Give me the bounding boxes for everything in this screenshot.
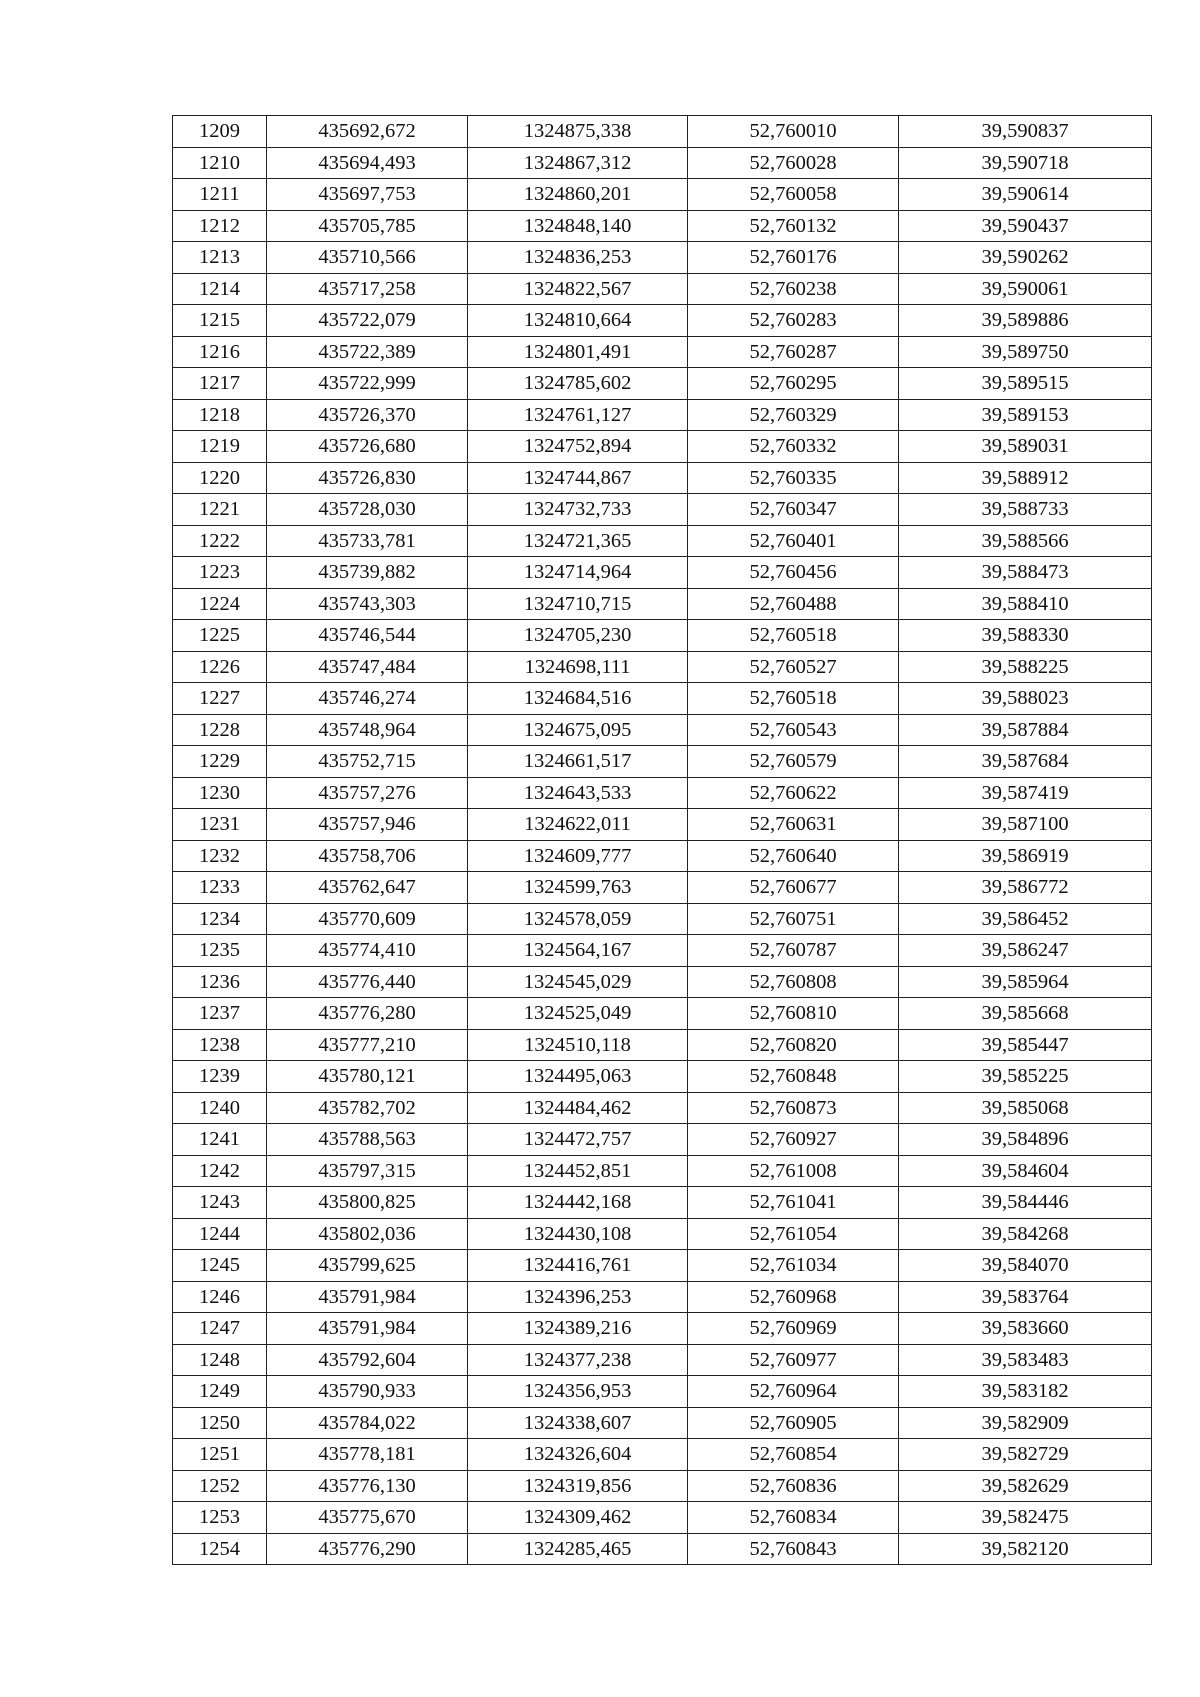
- y-coordinate-cell: 1324752,894: [468, 431, 688, 463]
- latitude-cell: 52,760329: [688, 399, 899, 431]
- point-number-cell: 1223: [173, 557, 267, 589]
- point-number-cell: 1251: [173, 1439, 267, 1471]
- point-number-cell: 1220: [173, 462, 267, 494]
- table-row: [173, 557, 1152, 589]
- longitude-cell: 39,584268: [899, 1218, 1152, 1250]
- x-coordinate-cell: 435726,830: [267, 462, 468, 494]
- y-coordinate-cell: 1324675,095: [468, 714, 688, 746]
- longitude-cell: 39,589031: [899, 431, 1152, 463]
- table-row: [173, 1313, 1152, 1345]
- x-coordinate-cell: 435800,825: [267, 1187, 468, 1219]
- table-row: [173, 746, 1152, 778]
- longitude-cell: 39,590437: [899, 210, 1152, 242]
- longitude-cell: 39,590614: [899, 179, 1152, 211]
- point-number-cell: 1238: [173, 1029, 267, 1061]
- x-coordinate-cell: 435692,672: [267, 116, 468, 148]
- table-row: [173, 714, 1152, 746]
- point-number-cell: 1234: [173, 903, 267, 935]
- longitude-cell: 39,582475: [899, 1502, 1152, 1534]
- latitude-cell: 52,760968: [688, 1281, 899, 1313]
- table-row: [173, 651, 1152, 683]
- table-row: [173, 305, 1152, 337]
- y-coordinate-cell: 1324430,108: [468, 1218, 688, 1250]
- table-row: [173, 1502, 1152, 1534]
- latitude-cell: 52,760295: [688, 368, 899, 400]
- longitude-cell: 39,583764: [899, 1281, 1152, 1313]
- longitude-cell: 39,586919: [899, 840, 1152, 872]
- latitude-cell: 52,760622: [688, 777, 899, 809]
- x-coordinate-cell: 435802,036: [267, 1218, 468, 1250]
- y-coordinate-cell: 1324622,011: [468, 809, 688, 841]
- point-number-cell: 1227: [173, 683, 267, 715]
- table-row: [173, 273, 1152, 305]
- y-coordinate-cell: 1324495,063: [468, 1061, 688, 1093]
- longitude-cell: 39,585068: [899, 1092, 1152, 1124]
- x-coordinate-cell: 435733,781: [267, 525, 468, 557]
- point-number-cell: 1239: [173, 1061, 267, 1093]
- table-row: [173, 1533, 1152, 1565]
- latitude-cell: 52,760848: [688, 1061, 899, 1093]
- table-row: [173, 210, 1152, 242]
- point-number-cell: 1233: [173, 872, 267, 904]
- latitude-cell: 52,760905: [688, 1407, 899, 1439]
- point-number-cell: 1213: [173, 242, 267, 274]
- table-row: [173, 1155, 1152, 1187]
- longitude-cell: 39,587100: [899, 809, 1152, 841]
- point-number-cell: 1216: [173, 336, 267, 368]
- point-number-cell: 1211: [173, 179, 267, 211]
- table-row: [173, 1029, 1152, 1061]
- point-number-cell: 1252: [173, 1470, 267, 1502]
- y-coordinate-cell: 1324698,111: [468, 651, 688, 683]
- latitude-cell: 52,760543: [688, 714, 899, 746]
- latitude-cell: 52,760843: [688, 1533, 899, 1565]
- point-number-cell: 1250: [173, 1407, 267, 1439]
- longitude-cell: 39,582629: [899, 1470, 1152, 1502]
- x-coordinate-cell: 435694,493: [267, 147, 468, 179]
- table-row: [173, 998, 1152, 1030]
- latitude-cell: 52,760787: [688, 935, 899, 967]
- x-coordinate-cell: 435784,022: [267, 1407, 468, 1439]
- table-row: [173, 431, 1152, 463]
- table-row: [173, 399, 1152, 431]
- x-coordinate-cell: 435797,315: [267, 1155, 468, 1187]
- table-row: [173, 179, 1152, 211]
- x-coordinate-cell: 435726,680: [267, 431, 468, 463]
- longitude-cell: 39,585668: [899, 998, 1152, 1030]
- longitude-cell: 39,590061: [899, 273, 1152, 305]
- longitude-cell: 39,588023: [899, 683, 1152, 715]
- y-coordinate-cell: 1324714,964: [468, 557, 688, 589]
- x-coordinate-cell: 435710,566: [267, 242, 468, 274]
- y-coordinate-cell: 1324356,953: [468, 1376, 688, 1408]
- longitude-cell: 39,583660: [899, 1313, 1152, 1345]
- latitude-cell: 52,760810: [688, 998, 899, 1030]
- table-row: [173, 336, 1152, 368]
- y-coordinate-cell: 1324599,763: [468, 872, 688, 904]
- longitude-cell: 39,583182: [899, 1376, 1152, 1408]
- y-coordinate-cell: 1324285,465: [468, 1533, 688, 1565]
- latitude-cell: 52,760488: [688, 588, 899, 620]
- y-coordinate-cell: 1324761,127: [468, 399, 688, 431]
- y-coordinate-cell: 1324416,761: [468, 1250, 688, 1282]
- x-coordinate-cell: 435788,563: [267, 1124, 468, 1156]
- x-coordinate-cell: 435726,370: [267, 399, 468, 431]
- latitude-cell: 52,760631: [688, 809, 899, 841]
- table-row: [173, 242, 1152, 274]
- longitude-cell: 39,588225: [899, 651, 1152, 683]
- table-row: [173, 683, 1152, 715]
- table-row: [173, 147, 1152, 179]
- table-row: [173, 462, 1152, 494]
- x-coordinate-cell: 435717,258: [267, 273, 468, 305]
- y-coordinate-cell: 1324396,253: [468, 1281, 688, 1313]
- point-number-cell: 1215: [173, 305, 267, 337]
- point-number-cell: 1254: [173, 1533, 267, 1565]
- x-coordinate-cell: 435746,544: [267, 620, 468, 652]
- latitude-cell: 52,760010: [688, 116, 899, 148]
- table-row: [173, 1061, 1152, 1093]
- longitude-cell: 39,586247: [899, 935, 1152, 967]
- x-coordinate-cell: 435776,290: [267, 1533, 468, 1565]
- x-coordinate-cell: 435799,625: [267, 1250, 468, 1282]
- longitude-cell: 39,584070: [899, 1250, 1152, 1282]
- x-coordinate-cell: 435722,999: [267, 368, 468, 400]
- x-coordinate-cell: 435757,276: [267, 777, 468, 809]
- y-coordinate-cell: 1324377,238: [468, 1344, 688, 1376]
- x-coordinate-cell: 435775,670: [267, 1502, 468, 1534]
- longitude-cell: 39,588330: [899, 620, 1152, 652]
- table-row: [173, 588, 1152, 620]
- point-number-cell: 1231: [173, 809, 267, 841]
- point-number-cell: 1242: [173, 1155, 267, 1187]
- y-coordinate-cell: 1324848,140: [468, 210, 688, 242]
- table-row: [173, 1187, 1152, 1219]
- y-coordinate-cell: 1324338,607: [468, 1407, 688, 1439]
- point-number-cell: 1210: [173, 147, 267, 179]
- latitude-cell: 52,760058: [688, 179, 899, 211]
- longitude-cell: 39,586772: [899, 872, 1152, 904]
- point-number-cell: 1228: [173, 714, 267, 746]
- latitude-cell: 52,760401: [688, 525, 899, 557]
- latitude-cell: 52,760677: [688, 872, 899, 904]
- x-coordinate-cell: 435743,303: [267, 588, 468, 620]
- y-coordinate-cell: 1324452,851: [468, 1155, 688, 1187]
- x-coordinate-cell: 435777,210: [267, 1029, 468, 1061]
- longitude-cell: 39,588410: [899, 588, 1152, 620]
- table-row: [173, 1092, 1152, 1124]
- longitude-cell: 39,589750: [899, 336, 1152, 368]
- y-coordinate-cell: 1324705,230: [468, 620, 688, 652]
- table-row: [173, 935, 1152, 967]
- x-coordinate-cell: 435770,609: [267, 903, 468, 935]
- longitude-cell: 39,584896: [899, 1124, 1152, 1156]
- latitude-cell: 52,760347: [688, 494, 899, 526]
- x-coordinate-cell: 435757,946: [267, 809, 468, 841]
- y-coordinate-cell: 1324721,365: [468, 525, 688, 557]
- latitude-cell: 52,760456: [688, 557, 899, 589]
- longitude-cell: 39,586452: [899, 903, 1152, 935]
- y-coordinate-cell: 1324578,059: [468, 903, 688, 935]
- point-number-cell: 1248: [173, 1344, 267, 1376]
- longitude-cell: 39,582729: [899, 1439, 1152, 1471]
- x-coordinate-cell: 435780,121: [267, 1061, 468, 1093]
- coordinates-table-body: [173, 116, 1152, 1565]
- point-number-cell: 1244: [173, 1218, 267, 1250]
- x-coordinate-cell: 435776,440: [267, 966, 468, 998]
- latitude-cell: 52,761008: [688, 1155, 899, 1187]
- latitude-cell: 52,760854: [688, 1439, 899, 1471]
- longitude-cell: 39,584604: [899, 1155, 1152, 1187]
- latitude-cell: 52,760751: [688, 903, 899, 935]
- y-coordinate-cell: 1324472,757: [468, 1124, 688, 1156]
- latitude-cell: 52,760176: [688, 242, 899, 274]
- point-number-cell: 1218: [173, 399, 267, 431]
- latitude-cell: 52,760518: [688, 620, 899, 652]
- longitude-cell: 39,582909: [899, 1407, 1152, 1439]
- table-row: [173, 903, 1152, 935]
- latitude-cell: 52,760969: [688, 1313, 899, 1345]
- longitude-cell: 39,587419: [899, 777, 1152, 809]
- table-row: [173, 368, 1152, 400]
- point-number-cell: 1221: [173, 494, 267, 526]
- coordinates-table: [172, 115, 1152, 1565]
- y-coordinate-cell: 1324875,338: [468, 116, 688, 148]
- table-row: [173, 840, 1152, 872]
- table-row: [173, 1124, 1152, 1156]
- point-number-cell: 1212: [173, 210, 267, 242]
- point-number-cell: 1247: [173, 1313, 267, 1345]
- y-coordinate-cell: 1324609,777: [468, 840, 688, 872]
- x-coordinate-cell: 435778,181: [267, 1439, 468, 1471]
- point-number-cell: 1243: [173, 1187, 267, 1219]
- table-row: [173, 1470, 1152, 1502]
- longitude-cell: 39,588912: [899, 462, 1152, 494]
- x-coordinate-cell: 435739,882: [267, 557, 468, 589]
- latitude-cell: 52,760808: [688, 966, 899, 998]
- latitude-cell: 52,761054: [688, 1218, 899, 1250]
- longitude-cell: 39,590718: [899, 147, 1152, 179]
- point-number-cell: 1246: [173, 1281, 267, 1313]
- longitude-cell: 39,589886: [899, 305, 1152, 337]
- y-coordinate-cell: 1324643,533: [468, 777, 688, 809]
- latitude-cell: 52,760238: [688, 273, 899, 305]
- table-row: [173, 1218, 1152, 1250]
- point-number-cell: 1224: [173, 588, 267, 620]
- y-coordinate-cell: 1324744,867: [468, 462, 688, 494]
- y-coordinate-cell: 1324484,462: [468, 1092, 688, 1124]
- x-coordinate-cell: 435705,785: [267, 210, 468, 242]
- y-coordinate-cell: 1324309,462: [468, 1502, 688, 1534]
- x-coordinate-cell: 435776,280: [267, 998, 468, 1030]
- longitude-cell: 39,585447: [899, 1029, 1152, 1061]
- longitude-cell: 39,585225: [899, 1061, 1152, 1093]
- longitude-cell: 39,583483: [899, 1344, 1152, 1376]
- longitude-cell: 39,588733: [899, 494, 1152, 526]
- y-coordinate-cell: 1324801,491: [468, 336, 688, 368]
- y-coordinate-cell: 1324525,049: [468, 998, 688, 1030]
- x-coordinate-cell: 435752,715: [267, 746, 468, 778]
- x-coordinate-cell: 435790,933: [267, 1376, 468, 1408]
- longitude-cell: 39,585964: [899, 966, 1152, 998]
- y-coordinate-cell: 1324442,168: [468, 1187, 688, 1219]
- latitude-cell: 52,760927: [688, 1124, 899, 1156]
- latitude-cell: 52,760332: [688, 431, 899, 463]
- x-coordinate-cell: 435722,079: [267, 305, 468, 337]
- x-coordinate-cell: 435697,753: [267, 179, 468, 211]
- longitude-cell: 39,589515: [899, 368, 1152, 400]
- latitude-cell: 52,760028: [688, 147, 899, 179]
- table-row: [173, 809, 1152, 841]
- table-row: [173, 966, 1152, 998]
- longitude-cell: 39,587684: [899, 746, 1152, 778]
- latitude-cell: 52,760518: [688, 683, 899, 715]
- table-row: [173, 1439, 1152, 1471]
- y-coordinate-cell: 1324661,517: [468, 746, 688, 778]
- table-row: [173, 525, 1152, 557]
- point-number-cell: 1235: [173, 935, 267, 967]
- longitude-cell: 39,588473: [899, 557, 1152, 589]
- table-row: [173, 1344, 1152, 1376]
- y-coordinate-cell: 1324810,664: [468, 305, 688, 337]
- y-coordinate-cell: 1324860,201: [468, 179, 688, 211]
- y-coordinate-cell: 1324710,715: [468, 588, 688, 620]
- point-number-cell: 1214: [173, 273, 267, 305]
- x-coordinate-cell: 435762,647: [267, 872, 468, 904]
- y-coordinate-cell: 1324867,312: [468, 147, 688, 179]
- x-coordinate-cell: 435782,702: [267, 1092, 468, 1124]
- x-coordinate-cell: 435791,984: [267, 1281, 468, 1313]
- latitude-cell: 52,760873: [688, 1092, 899, 1124]
- y-coordinate-cell: 1324836,253: [468, 242, 688, 274]
- table-row: [173, 494, 1152, 526]
- latitude-cell: 52,760283: [688, 305, 899, 337]
- longitude-cell: 39,588566: [899, 525, 1152, 557]
- point-number-cell: 1219: [173, 431, 267, 463]
- longitude-cell: 39,589153: [899, 399, 1152, 431]
- point-number-cell: 1237: [173, 998, 267, 1030]
- point-number-cell: 1225: [173, 620, 267, 652]
- point-number-cell: 1245: [173, 1250, 267, 1282]
- latitude-cell: 52,761034: [688, 1250, 899, 1282]
- latitude-cell: 52,760834: [688, 1502, 899, 1534]
- table-row: [173, 1376, 1152, 1408]
- x-coordinate-cell: 435758,706: [267, 840, 468, 872]
- y-coordinate-cell: 1324510,118: [468, 1029, 688, 1061]
- x-coordinate-cell: 435792,604: [267, 1344, 468, 1376]
- latitude-cell: 52,760287: [688, 336, 899, 368]
- x-coordinate-cell: 435722,389: [267, 336, 468, 368]
- longitude-cell: 39,587884: [899, 714, 1152, 746]
- point-number-cell: 1236: [173, 966, 267, 998]
- x-coordinate-cell: 435748,964: [267, 714, 468, 746]
- longitude-cell: 39,590837: [899, 116, 1152, 148]
- table-row: [173, 1250, 1152, 1282]
- point-number-cell: 1241: [173, 1124, 267, 1156]
- table-row: [173, 777, 1152, 809]
- y-coordinate-cell: 1324822,567: [468, 273, 688, 305]
- longitude-cell: 39,582120: [899, 1533, 1152, 1565]
- x-coordinate-cell: 435728,030: [267, 494, 468, 526]
- latitude-cell: 52,761041: [688, 1187, 899, 1219]
- latitude-cell: 52,760964: [688, 1376, 899, 1408]
- latitude-cell: 52,760640: [688, 840, 899, 872]
- table-row: [173, 872, 1152, 904]
- table-row: [173, 116, 1152, 148]
- table-row: [173, 1281, 1152, 1313]
- y-coordinate-cell: 1324389,216: [468, 1313, 688, 1345]
- latitude-cell: 52,760335: [688, 462, 899, 494]
- longitude-cell: 39,590262: [899, 242, 1152, 274]
- latitude-cell: 52,760820: [688, 1029, 899, 1061]
- y-coordinate-cell: 1324732,733: [468, 494, 688, 526]
- longitude-cell: 39,584446: [899, 1187, 1152, 1219]
- latitude-cell: 52,760527: [688, 651, 899, 683]
- table-row: [173, 1407, 1152, 1439]
- point-number-cell: 1232: [173, 840, 267, 872]
- point-number-cell: 1229: [173, 746, 267, 778]
- point-number-cell: 1240: [173, 1092, 267, 1124]
- x-coordinate-cell: 435747,484: [267, 651, 468, 683]
- y-coordinate-cell: 1324326,604: [468, 1439, 688, 1471]
- table-row: [173, 620, 1152, 652]
- point-number-cell: 1249: [173, 1376, 267, 1408]
- x-coordinate-cell: 435774,410: [267, 935, 468, 967]
- latitude-cell: 52,760132: [688, 210, 899, 242]
- y-coordinate-cell: 1324684,516: [468, 683, 688, 715]
- x-coordinate-cell: 435791,984: [267, 1313, 468, 1345]
- point-number-cell: 1226: [173, 651, 267, 683]
- latitude-cell: 52,760579: [688, 746, 899, 778]
- y-coordinate-cell: 1324545,029: [468, 966, 688, 998]
- y-coordinate-cell: 1324785,602: [468, 368, 688, 400]
- x-coordinate-cell: 435746,274: [267, 683, 468, 715]
- point-number-cell: 1222: [173, 525, 267, 557]
- point-number-cell: 1253: [173, 1502, 267, 1534]
- latitude-cell: 52,760977: [688, 1344, 899, 1376]
- point-number-cell: 1209: [173, 116, 267, 148]
- latitude-cell: 52,760836: [688, 1470, 899, 1502]
- point-number-cell: 1230: [173, 777, 267, 809]
- x-coordinate-cell: 435776,130: [267, 1470, 468, 1502]
- point-number-cell: 1217: [173, 368, 267, 400]
- y-coordinate-cell: 1324319,856: [468, 1470, 688, 1502]
- y-coordinate-cell: 1324564,167: [468, 935, 688, 967]
